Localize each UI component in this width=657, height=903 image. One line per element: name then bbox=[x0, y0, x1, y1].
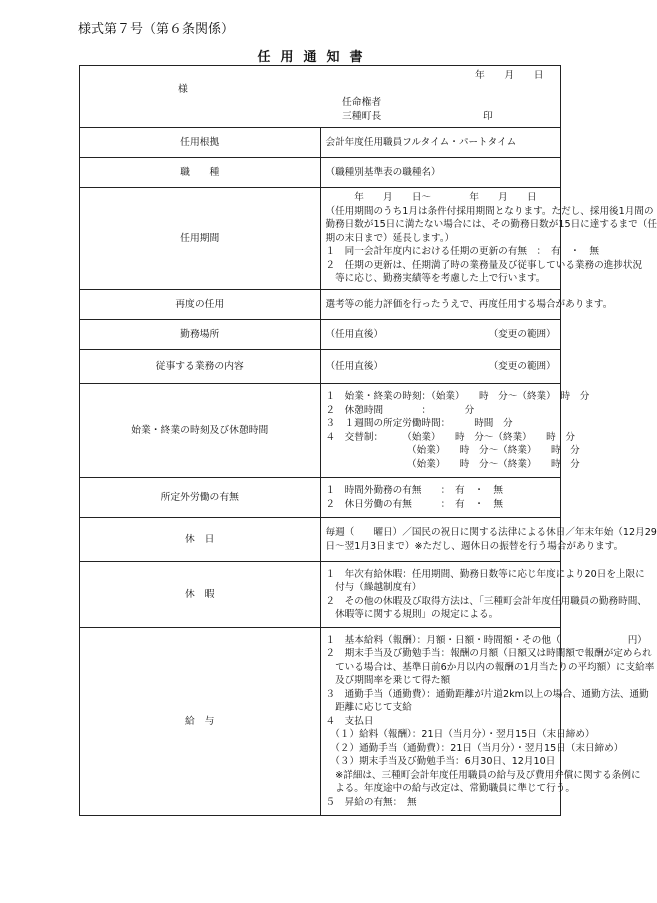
text-line: よる。年度途中の給与改定は、常勤職員に準じて行う。 bbox=[325, 783, 575, 795]
value-holidays bbox=[320, 518, 657, 562]
label-leave: 休 暇 bbox=[80, 562, 321, 628]
row-job bbox=[80, 158, 561, 188]
text-line: 会計年度任用職員フルタイム・パートタイム bbox=[325, 136, 517, 148]
row-hours bbox=[80, 384, 561, 478]
row-leave bbox=[80, 562, 561, 628]
row-reappoint bbox=[80, 290, 561, 320]
text-line: （始業） 時 分～（終業） 時 分 bbox=[325, 458, 580, 470]
issue-date: 年 月 日 bbox=[475, 70, 544, 81]
text-line: １ 年次有給休暇：任用期間、勤務日数等に応じ年度により20日を上限に bbox=[325, 568, 645, 580]
text-line: 年 月 日～ 年 月 日 bbox=[325, 192, 537, 204]
text-line: １ 時間外勤務の有無 ： 有 ・ 無 bbox=[325, 485, 503, 496]
value-period bbox=[320, 188, 657, 290]
label-reappoint: 再度の任用 bbox=[80, 290, 321, 320]
text-line: ２ その他の休暇及び取得方法は、「三種町会計年度任用職員の勤務時間、 bbox=[325, 595, 647, 607]
form-number: 様式第７号（第６条関係） bbox=[78, 22, 235, 37]
text-line: １ 基本給料（報酬）：月額・日額・時間額・その他（ 円） bbox=[325, 634, 647, 646]
text-line: ２ 期末手当及び勤勉手当：報酬の月額（日額又は時間額で報酬が定められ bbox=[325, 648, 652, 660]
value-workplace bbox=[320, 320, 561, 350]
text-line: 毎週（ 曜日）／国民の祝日に関する法律による休日／年末年始（12月29 bbox=[325, 527, 657, 538]
value-salary bbox=[320, 628, 655, 816]
row-workplace bbox=[80, 320, 561, 350]
text-line: （職種別基準表の職種名） bbox=[325, 166, 441, 178]
text-line: ２ 休日労働の有無 ： 有 ・ 無 bbox=[325, 498, 503, 510]
text-line: 休暇等に関する規則」の規定による。 bbox=[325, 609, 499, 620]
seal-mark: 印 bbox=[483, 111, 493, 122]
text-line: （３）期末手当及び勤勉手当：6月30日、12月10日 bbox=[325, 756, 556, 768]
value-overtime bbox=[320, 478, 561, 518]
text-line: 選考等の能力評価を行ったうえで、再度任用する場合があります。 bbox=[325, 298, 613, 310]
label-salary: 給 与 bbox=[80, 628, 321, 816]
appointment-notice-table bbox=[79, 65, 657, 816]
text-line: （任用直後） （変更の範囲） bbox=[325, 360, 556, 372]
row-duties bbox=[80, 350, 561, 384]
appointer-name: 三種町長 bbox=[342, 111, 382, 122]
text-line: （任用直後） （変更の範囲） bbox=[325, 328, 556, 340]
row-period bbox=[80, 188, 561, 290]
appointer-label: 任命権者 bbox=[342, 97, 382, 108]
text-line: ている場合は、基準日前6か月以内の報酬の1月当たりの平均額）に支給率 bbox=[325, 661, 655, 673]
value-duties bbox=[320, 350, 561, 384]
text-line: （任用期間のうち1月は条件付採用期間となります。ただし、採用後1月間の bbox=[325, 205, 654, 217]
label-hours: 始業・終業の時刻及び休憩時間 bbox=[80, 384, 321, 478]
label-basis: 任用根拠 bbox=[80, 128, 321, 158]
value-reappoint bbox=[320, 290, 613, 320]
document-title: 任用通知書 bbox=[257, 50, 373, 65]
text-line: （始業） 時 分～（終業） 時 分 bbox=[325, 445, 580, 456]
text-line: ３ 通勤手当（通勤費）：通勤距離が片道2km以上の場合、通勤方法、通勤 bbox=[325, 688, 649, 700]
text-line: ２ 休憩時間 ： 分 bbox=[325, 404, 475, 416]
text-line: ５ 昇給の有無： 無 bbox=[325, 796, 417, 808]
text-line: １ 同一会計年度内における任期の更新の有無 ： 有 ・ 無 bbox=[325, 246, 599, 258]
text-line: １ 始業・終業の時刻：（始業） 時 分～（終業） 時 分 bbox=[325, 391, 590, 402]
text-line: ※詳細は、三種町会計年度任用職員の給与及び費用弁償に関する条例に bbox=[325, 769, 641, 781]
text-line: 勤務日数が15日に満たない場合には、その勤務日数が15日に達するまで（任 bbox=[325, 219, 657, 231]
label-period: 任用期間 bbox=[80, 188, 321, 290]
label-holidays: 休 日 bbox=[80, 518, 321, 562]
text-line: 距離に応じて支給 bbox=[325, 702, 412, 714]
text-line: ４ 支払日 bbox=[325, 715, 374, 727]
row-salary bbox=[80, 628, 561, 816]
text-line: 日～翌1月3日まで）※ただし、週休日の振替を行う場合があります。 bbox=[325, 540, 624, 552]
text-line: ４ 交替制： （始業） 時 分～（終業） 時 分 bbox=[325, 431, 575, 443]
header-row bbox=[80, 66, 561, 128]
label-job: 職 種 bbox=[80, 158, 321, 188]
label-workplace: 勤務場所 bbox=[80, 320, 321, 350]
row-basis bbox=[80, 128, 561, 158]
text-line: （２）通勤手当（通勤費）：21日（当月分）・翌月15日（末日締め） bbox=[325, 742, 624, 754]
text-line: ３ １週間の所定労働時間： 時間 分 bbox=[325, 418, 513, 429]
text-line: 付与（繰越制度有） bbox=[325, 582, 422, 593]
row-holidays bbox=[80, 518, 561, 562]
value-job bbox=[320, 158, 561, 188]
text-line: 期の末日まで）延長します。） bbox=[325, 232, 455, 244]
addressee-suffix: 様 bbox=[178, 84, 188, 95]
value-hours bbox=[320, 384, 590, 478]
text-line: 及び期間率を乗じて得た額 bbox=[325, 675, 451, 687]
text-line: 等に応じ、勤務実績等を考慮した上で行います。 bbox=[325, 273, 546, 285]
row-overtime bbox=[80, 478, 561, 518]
label-duties: 従事する業務の内容 bbox=[80, 350, 321, 384]
text-line: ２ 任期の更新は、任期満了時の業務量及び従事している業務の進捗状況 bbox=[325, 259, 643, 271]
label-overtime: 所定外労働の有無 bbox=[80, 478, 321, 518]
text-line: （１）給料（報酬）：21日（当月分）・翌月15日（末日締め） bbox=[325, 729, 595, 741]
value-leave bbox=[320, 562, 647, 628]
value-basis bbox=[320, 128, 561, 158]
header-cell bbox=[80, 66, 561, 128]
